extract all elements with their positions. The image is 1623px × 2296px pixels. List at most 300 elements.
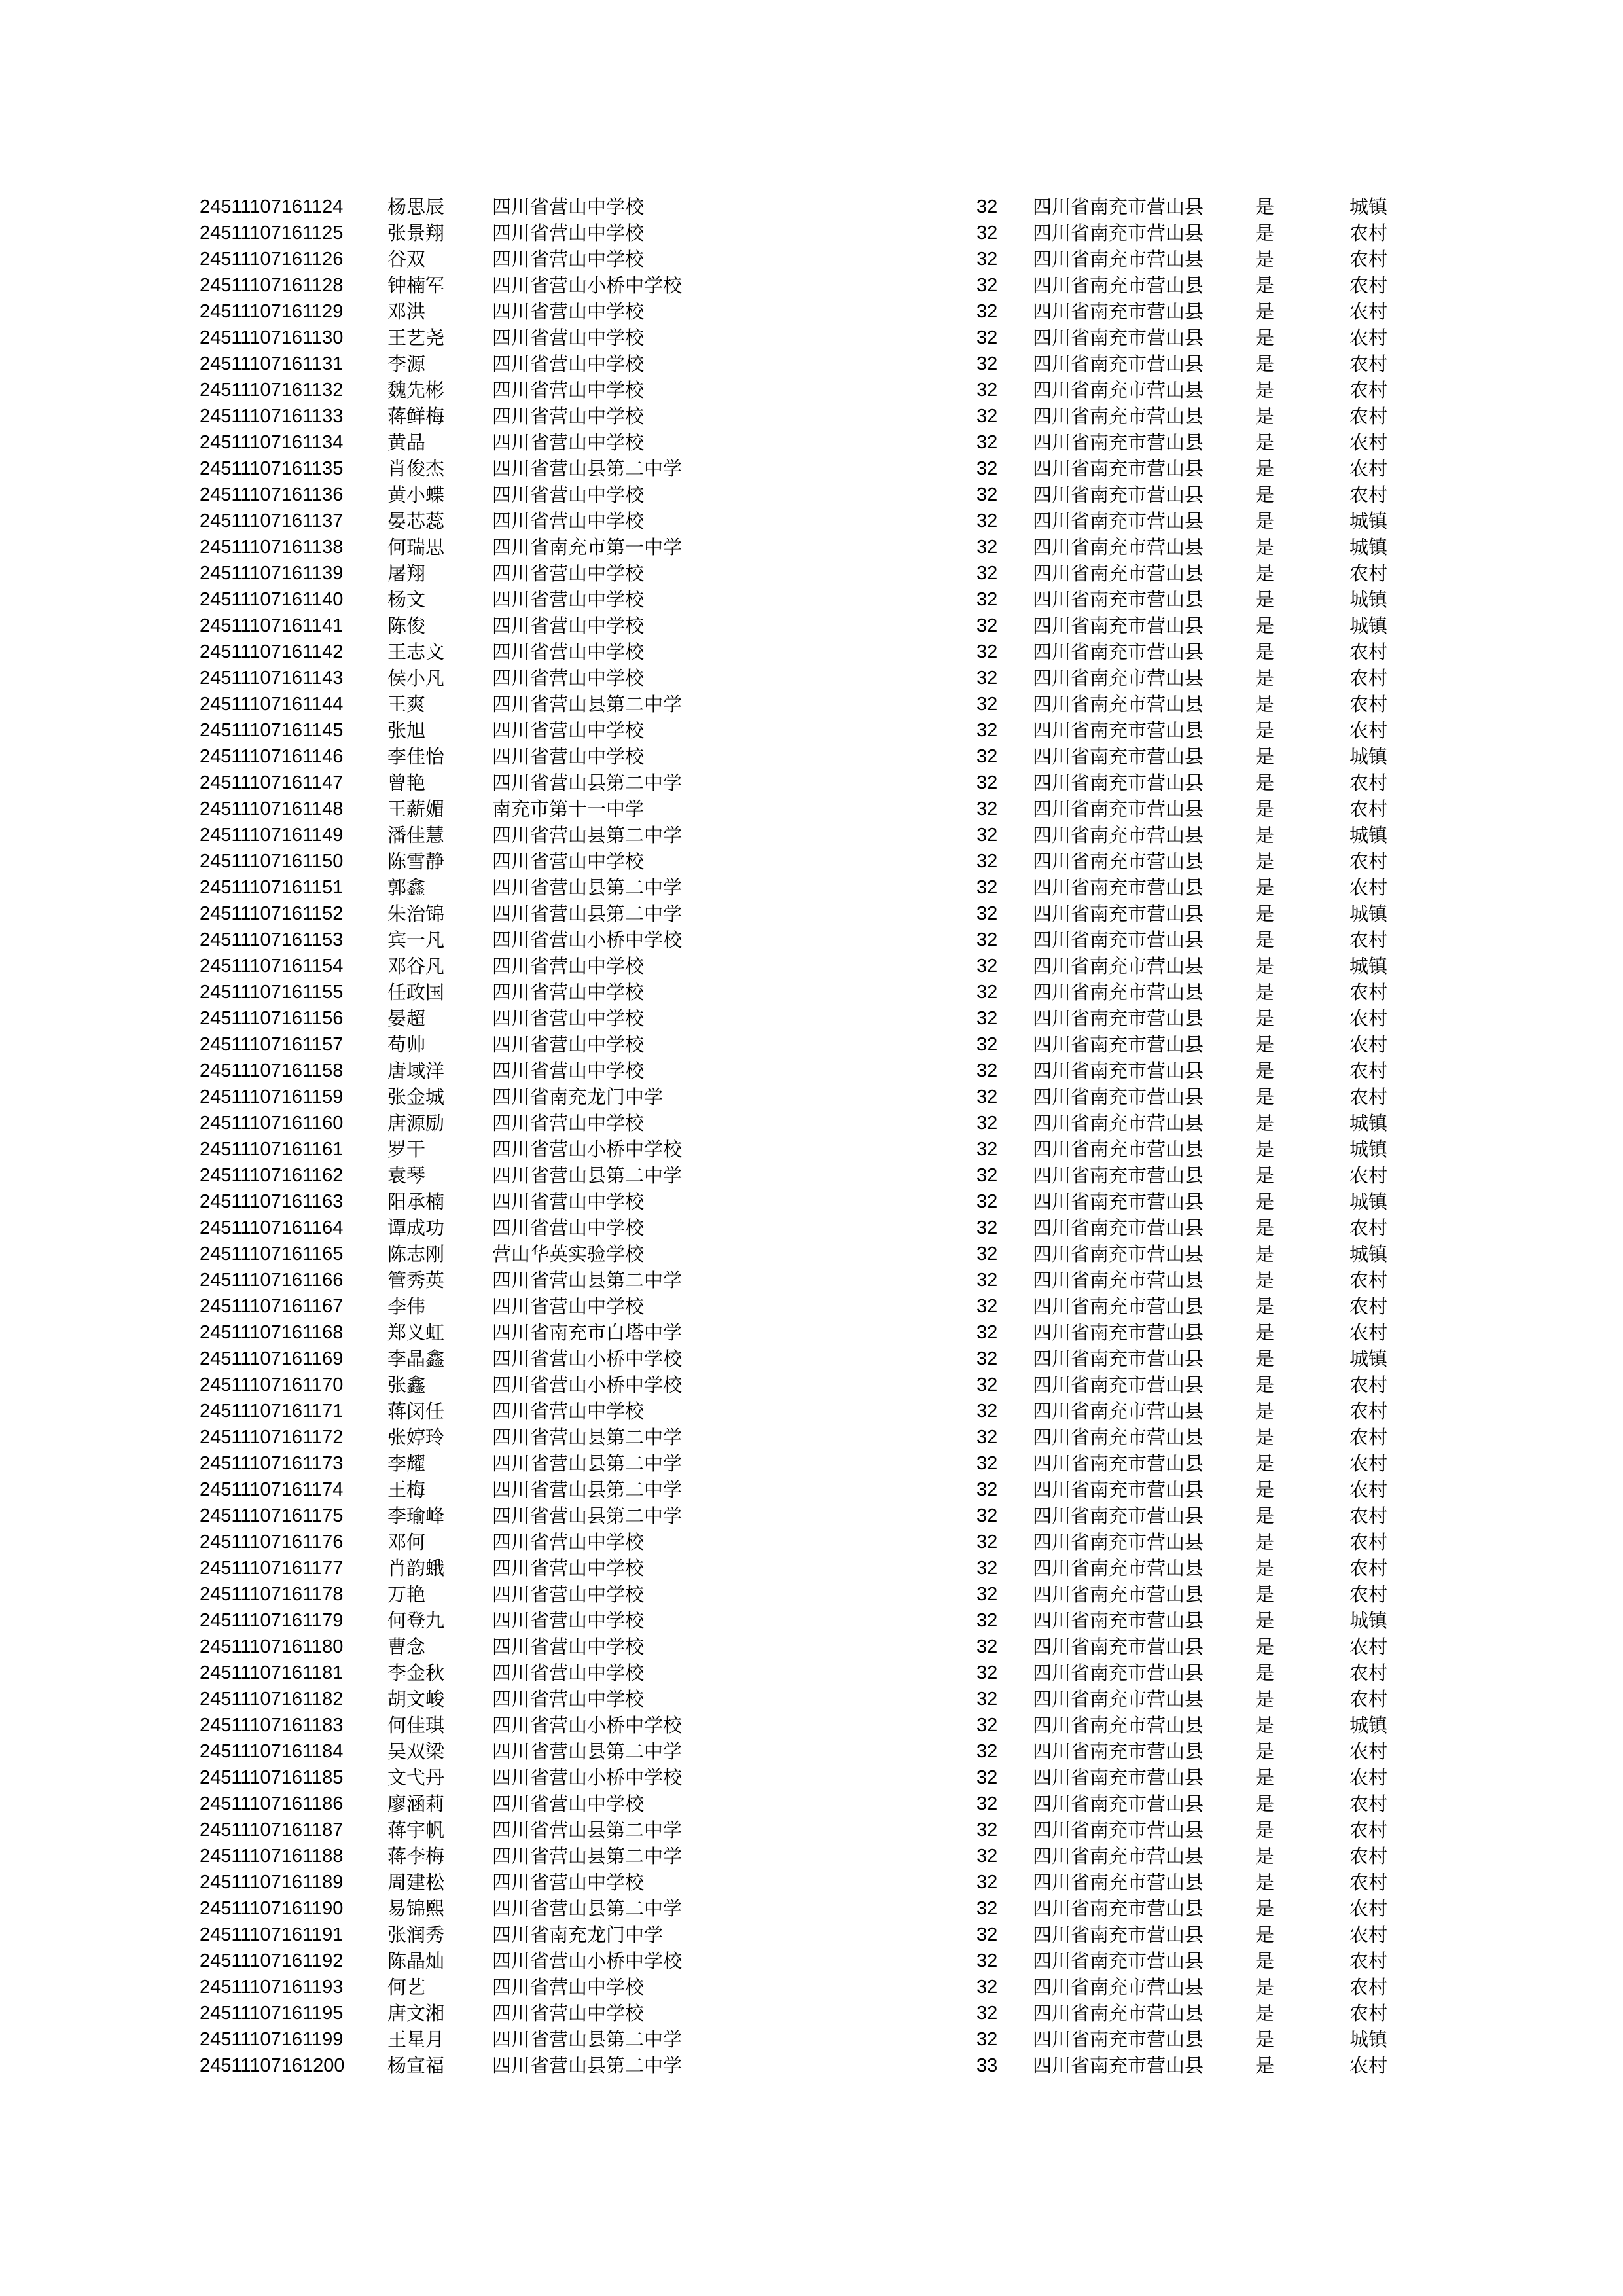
code-cell: 32 <box>976 1113 998 1134</box>
code-cell: 32 <box>976 798 998 819</box>
region-cell: 四川省南充市营山县 <box>1033 1452 1204 1475</box>
table-row <box>0 691 1623 717</box>
student-id-cell: 24511107161135 <box>200 458 344 479</box>
residence-type-cell: 农村 <box>1349 1060 1388 1082</box>
flag-cell: 是 <box>1255 1374 1275 1396</box>
flag-cell: 是 <box>1255 1793 1275 1815</box>
student-id-cell: 24511107161130 <box>200 327 344 348</box>
code-cell: 32 <box>976 929 998 950</box>
residence-type-cell: 农村 <box>1349 1688 1388 1710</box>
student-id-cell: 24511107161134 <box>200 432 344 453</box>
residence-type-cell: 城镇 <box>1349 1138 1388 1160</box>
student-id-cell: 24511107161180 <box>200 1636 344 1657</box>
flag-cell: 是 <box>1255 588 1275 611</box>
region-cell: 四川省南充市营山县 <box>1033 903 1204 925</box>
code-cell: 32 <box>976 1558 998 1579</box>
flag-cell: 是 <box>1255 903 1275 925</box>
residence-type-cell: 城镇 <box>1349 510 1388 532</box>
student-name-cell: 蒋鲜梅 <box>387 405 445 427</box>
flag-cell: 是 <box>1255 719 1275 742</box>
school-cell: 四川省营山县第二中学 <box>492 772 683 794</box>
table-row <box>0 1136 1623 1162</box>
table-row <box>0 1031 1623 1058</box>
code-cell: 32 <box>976 1924 998 1945</box>
student-id-cell: 24511107161186 <box>200 1793 344 1814</box>
region-cell: 四川省南充市营山县 <box>1033 300 1204 323</box>
code-cell: 32 <box>976 458 998 479</box>
table-row <box>0 1503 1623 1529</box>
table-row <box>0 508 1623 534</box>
table-row <box>0 1241 1623 1267</box>
residence-type-cell: 城镇 <box>1349 536 1388 558</box>
flag-cell: 是 <box>1255 615 1275 637</box>
table-row <box>0 770 1623 796</box>
student-id-cell: 24511107161164 <box>200 1217 344 1238</box>
residence-type-cell: 城镇 <box>1349 1348 1388 1370</box>
student-name-cell: 管秀英 <box>387 1269 445 1291</box>
flag-cell: 是 <box>1255 248 1275 270</box>
residence-type-cell: 城镇 <box>1349 824 1388 846</box>
school-cell: 四川省营山中学校 <box>492 1793 645 1815</box>
region-cell: 四川省南充市营山县 <box>1033 588 1204 611</box>
region-cell: 四川省南充市营山县 <box>1033 615 1204 637</box>
flag-cell: 是 <box>1255 1112 1275 1134</box>
student-id-cell: 24511107161151 <box>200 877 344 898</box>
flag-cell: 是 <box>1255 1348 1275 1370</box>
flag-cell: 是 <box>1255 1688 1275 1710</box>
school-cell: 四川省南充龙门中学 <box>492 1086 664 1108</box>
table-row <box>0 1398 1623 1424</box>
flag-cell: 是 <box>1255 1191 1275 1213</box>
student-id-cell: 24511107161158 <box>200 1060 344 1081</box>
code-cell: 32 <box>976 1086 998 1107</box>
residence-type-cell: 城镇 <box>1349 1609 1388 1632</box>
student-name-cell: 李瑜峰 <box>387 1505 445 1527</box>
residence-type-cell: 农村 <box>1349 1976 1388 1998</box>
region-cell: 四川省南充市营山县 <box>1033 1740 1204 1763</box>
table-row <box>0 1686 1623 1712</box>
student-name-cell: 张婷玲 <box>387 1426 445 1448</box>
student-name-cell: 李晶鑫 <box>387 1348 445 1370</box>
school-cell: 四川省营山中学校 <box>492 1688 645 1710</box>
flag-cell: 是 <box>1255 1819 1275 1841</box>
student-id-cell: 24511107161133 <box>200 406 344 427</box>
residence-type-cell: 农村 <box>1349 1767 1388 1789</box>
flag-cell: 是 <box>1255 1007 1275 1030</box>
table-row <box>0 377 1623 403</box>
region-cell: 四川省南充市营山县 <box>1033 1583 1204 1605</box>
student-name-cell: 陈俊 <box>387 615 426 637</box>
residence-type-cell: 农村 <box>1349 772 1388 794</box>
table-row <box>0 1529 1623 1555</box>
flag-cell: 是 <box>1255 327 1275 349</box>
residence-type-cell: 农村 <box>1349 1740 1388 1763</box>
school-cell: 四川省营山中学校 <box>492 1636 645 1658</box>
student-name-cell: 胡文峻 <box>387 1688 445 1710</box>
school-cell: 四川省营山中学校 <box>492 955 645 977</box>
student-id-cell: 24511107161174 <box>200 1479 344 1500</box>
code-cell: 32 <box>976 2029 998 2050</box>
flag-cell: 是 <box>1255 379 1275 401</box>
flag-cell: 是 <box>1255 457 1275 480</box>
school-cell: 四川省营山中学校 <box>492 615 645 637</box>
student-id-cell: 24511107161175 <box>200 1505 344 1526</box>
school-cell: 四川省营山中学校 <box>492 1295 645 1318</box>
region-cell: 四川省南充市营山县 <box>1033 1531 1204 1553</box>
student-id-cell: 24511107161163 <box>200 1191 344 1212</box>
student-id-cell: 24511107161132 <box>200 380 344 401</box>
region-cell: 四川省南充市营山县 <box>1033 981 1204 1003</box>
flag-cell: 是 <box>1255 824 1275 846</box>
table-row <box>0 927 1623 953</box>
student-name-cell: 文弋丹 <box>387 1767 445 1789</box>
code-cell: 32 <box>976 563 998 584</box>
code-cell: 32 <box>976 982 998 1003</box>
code-cell: 32 <box>976 903 998 924</box>
residence-type-cell: 农村 <box>1349 2002 1388 2024</box>
residence-type-cell: 城镇 <box>1349 615 1388 637</box>
residence-type-cell: 城镇 <box>1349 588 1388 611</box>
student-id-cell: 24511107161139 <box>200 563 344 584</box>
table-row <box>0 1791 1623 1817</box>
residence-type-cell: 农村 <box>1349 353 1388 375</box>
student-name-cell: 宾一凡 <box>387 929 445 951</box>
region-cell: 四川省南充市营山县 <box>1033 1662 1204 1684</box>
code-cell: 32 <box>976 432 998 453</box>
student-name-cell: 杨文 <box>387 588 426 611</box>
flag-cell: 是 <box>1255 1295 1275 1318</box>
region-cell: 四川省南充市营山县 <box>1033 641 1204 663</box>
table-row <box>0 639 1623 665</box>
school-cell: 四川省营山县第二中学 <box>492 1479 683 1501</box>
residence-type-cell: 农村 <box>1349 1269 1388 1291</box>
student-id-cell: 24511107161161 <box>200 1139 344 1160</box>
region-cell: 四川省南充市营山县 <box>1033 562 1204 584</box>
student-name-cell: 魏先彬 <box>387 379 445 401</box>
table-row <box>0 1948 1623 1974</box>
code-cell: 32 <box>976 1034 998 1055</box>
school-cell: 四川省营山中学校 <box>492 484 645 506</box>
residence-type-cell: 城镇 <box>1349 2028 1388 2051</box>
student-name-cell: 黄晶 <box>387 431 426 454</box>
table-row <box>0 1634 1623 1660</box>
student-id-cell: 24511107161140 <box>200 589 344 610</box>
region-cell: 四川省南充市营山县 <box>1033 1976 1204 1998</box>
student-id-cell: 24511107161152 <box>200 903 344 924</box>
table-row <box>0 403 1623 429</box>
school-cell: 四川省营山县第二中学 <box>492 1426 683 1448</box>
code-cell: 32 <box>976 1322 998 1343</box>
code-cell: 32 <box>976 1846 998 1867</box>
student-id-cell: 24511107161137 <box>200 511 344 531</box>
code-cell: 32 <box>976 772 998 793</box>
code-cell: 32 <box>976 196 998 217</box>
code-cell: 32 <box>976 537 998 558</box>
table-row <box>0 979 1623 1005</box>
table-row <box>0 848 1623 874</box>
student-id-cell: 24511107161144 <box>200 694 344 715</box>
code-cell: 32 <box>976 1374 998 1395</box>
school-cell: 四川省营山中学校 <box>492 431 645 454</box>
code-cell: 32 <box>976 249 998 270</box>
residence-type-cell: 农村 <box>1349 1164 1388 1187</box>
code-cell: 32 <box>976 1715 998 1736</box>
residence-type-cell: 农村 <box>1349 484 1388 506</box>
school-cell: 四川省南充市白塔中学 <box>492 1321 683 1344</box>
school-cell: 四川省营山中学校 <box>492 1400 645 1422</box>
table-row <box>0 1895 1623 1922</box>
school-cell: 四川省营山县第二中学 <box>492 1897 683 1920</box>
region-cell: 四川省南充市营山县 <box>1033 667 1204 689</box>
flag-cell: 是 <box>1255 798 1275 820</box>
residence-type-cell: 农村 <box>1349 798 1388 820</box>
code-cell: 32 <box>976 1217 998 1238</box>
region-cell: 四川省南充市营山县 <box>1033 719 1204 742</box>
flag-cell: 是 <box>1255 2054 1275 2077</box>
student-id-cell: 24511107161176 <box>200 1532 344 1552</box>
table-row <box>0 1189 1623 1215</box>
region-cell: 四川省南充市营山县 <box>1033 1269 1204 1291</box>
region-cell: 四川省南充市营山县 <box>1033 222 1204 244</box>
code-cell: 32 <box>976 1244 998 1265</box>
flag-cell: 是 <box>1255 1217 1275 1239</box>
flag-cell: 是 <box>1255 353 1275 375</box>
student-id-cell: 24511107161187 <box>200 1820 344 1840</box>
student-id-cell: 24511107161192 <box>200 1950 344 1971</box>
student-name-cell: 李金秋 <box>387 1662 445 1684</box>
student-id-cell: 24511107161184 <box>200 1741 344 1762</box>
code-cell: 32 <box>976 746 998 767</box>
school-cell: 四川省营山中学校 <box>492 353 645 375</box>
student-id-cell: 24511107161126 <box>200 249 344 270</box>
table-row <box>0 874 1623 901</box>
student-id-cell: 24511107161145 <box>200 720 344 741</box>
code-cell: 32 <box>976 327 998 348</box>
table-row <box>0 534 1623 560</box>
student-id-cell: 24511107161185 <box>200 1767 344 1788</box>
student-id-cell: 24511107161155 <box>200 982 344 1003</box>
residence-type-cell: 城镇 <box>1349 955 1388 977</box>
student-name-cell: 杨宣福 <box>387 2054 445 2077</box>
student-name-cell: 何艺 <box>387 1976 426 1998</box>
code-cell: 32 <box>976 1505 998 1526</box>
region-cell: 四川省南充市营山县 <box>1033 798 1204 820</box>
residence-type-cell: 城镇 <box>1349 196 1388 218</box>
school-cell: 四川省南充市第一中学 <box>492 536 683 558</box>
table-row <box>0 272 1623 298</box>
residence-type-cell: 农村 <box>1349 562 1388 584</box>
school-cell: 四川省营山中学校 <box>492 222 645 244</box>
code-cell: 32 <box>976 2003 998 2024</box>
code-cell: 32 <box>976 615 998 636</box>
student-name-cell: 张润秀 <box>387 1924 445 1946</box>
school-cell: 四川省营山县第二中学 <box>492 1164 683 1187</box>
student-name-cell: 罗干 <box>387 1138 426 1160</box>
student-id-cell: 24511107161168 <box>200 1322 344 1343</box>
residence-type-cell: 农村 <box>1349 1636 1388 1658</box>
flag-cell: 是 <box>1255 1583 1275 1605</box>
student-name-cell: 邓谷凡 <box>387 955 445 977</box>
region-cell: 四川省南充市营山县 <box>1033 693 1204 715</box>
residence-type-cell: 农村 <box>1349 1662 1388 1684</box>
flag-cell: 是 <box>1255 562 1275 584</box>
student-name-cell: 蒋宇帆 <box>387 1819 445 1841</box>
student-name-cell: 王薪媚 <box>387 798 445 820</box>
flag-cell: 是 <box>1255 1321 1275 1344</box>
residence-type-cell: 农村 <box>1349 1583 1388 1605</box>
school-cell: 四川省营山中学校 <box>492 1662 645 1684</box>
residence-type-cell: 城镇 <box>1349 1191 1388 1213</box>
flag-cell: 是 <box>1255 1164 1275 1187</box>
student-id-cell: 24511107161188 <box>200 1846 344 1867</box>
table-row <box>0 429 1623 456</box>
region-cell: 四川省南充市营山县 <box>1033 1348 1204 1370</box>
code-cell: 32 <box>976 694 998 715</box>
code-cell: 32 <box>976 1191 998 1212</box>
code-cell: 32 <box>976 1977 998 1998</box>
student-id-cell: 24511107161124 <box>200 196 344 217</box>
table-row <box>0 2026 1623 2053</box>
table-row <box>0 1712 1623 1738</box>
code-cell: 32 <box>976 1270 998 1291</box>
table-row <box>0 1005 1623 1031</box>
student-name-cell: 吴双梁 <box>387 1740 445 1763</box>
student-id-cell: 24511107161159 <box>200 1086 344 1107</box>
school-cell: 四川省营山中学校 <box>492 641 645 663</box>
table-row <box>0 1346 1623 1372</box>
flag-cell: 是 <box>1255 1400 1275 1422</box>
region-cell: 四川省南充市营山县 <box>1033 1400 1204 1422</box>
student-name-cell: 陈晶灿 <box>387 1950 445 1972</box>
school-cell: 四川省营山小桥中学校 <box>492 274 683 296</box>
residence-type-cell: 农村 <box>1349 1479 1388 1501</box>
table-row <box>0 1084 1623 1110</box>
residence-type-cell: 农村 <box>1349 1897 1388 1920</box>
student-id-cell: 24511107161131 <box>200 353 344 374</box>
code-cell: 32 <box>976 1584 998 1605</box>
flag-cell: 是 <box>1255 929 1275 951</box>
residence-type-cell: 农村 <box>1349 693 1388 715</box>
student-id-cell: 24511107161183 <box>200 1715 344 1736</box>
school-cell: 四川省营山中学校 <box>492 745 645 768</box>
flag-cell: 是 <box>1255 955 1275 977</box>
student-id-cell: 24511107161156 <box>200 1008 344 1029</box>
code-cell: 32 <box>976 275 998 296</box>
flag-cell: 是 <box>1255 1740 1275 1763</box>
school-cell: 南充市第十一中学 <box>492 798 645 820</box>
student-name-cell: 曹念 <box>387 1636 426 1658</box>
code-cell: 32 <box>976 1453 998 1474</box>
student-id-cell: 24511107161193 <box>200 1977 344 1998</box>
table-row <box>0 1555 1623 1581</box>
flag-cell: 是 <box>1255 2002 1275 2024</box>
student-id-cell: 24511107161157 <box>200 1034 344 1055</box>
code-cell: 32 <box>976 1060 998 1081</box>
school-cell: 四川省营山中学校 <box>492 1583 645 1605</box>
table-row <box>0 1607 1623 1634</box>
residence-type-cell: 农村 <box>1349 1086 1388 1108</box>
flag-cell: 是 <box>1255 431 1275 454</box>
flag-cell: 是 <box>1255 196 1275 218</box>
school-cell: 四川省营山小桥中学校 <box>492 1138 683 1160</box>
table-row <box>0 351 1623 377</box>
region-cell: 四川省南充市营山县 <box>1033 1636 1204 1658</box>
student-name-cell: 邓洪 <box>387 300 426 323</box>
student-name-cell: 何登九 <box>387 1609 445 1632</box>
student-id-cell: 24511107161189 <box>200 1872 344 1893</box>
school-cell: 四川省营山小桥中学校 <box>492 929 683 951</box>
flag-cell: 是 <box>1255 1897 1275 1920</box>
school-cell: 四川省营山中学校 <box>492 248 645 270</box>
region-cell: 四川省南充市营山县 <box>1033 1112 1204 1134</box>
student-name-cell: 晏芯蕊 <box>387 510 445 532</box>
residence-type-cell: 城镇 <box>1349 1243 1388 1265</box>
code-cell: 32 <box>976 1401 998 1422</box>
school-cell: 四川省营山中学校 <box>492 719 645 742</box>
residence-type-cell: 农村 <box>1349 248 1388 270</box>
student-id-cell: 24511107161143 <box>200 668 344 689</box>
region-cell: 四川省南充市营山县 <box>1033 745 1204 768</box>
region-cell: 四川省南充市营山县 <box>1033 1950 1204 1972</box>
table-row <box>0 1477 1623 1503</box>
table-row <box>0 796 1623 822</box>
region-cell: 四川省南充市营山县 <box>1033 1217 1204 1239</box>
residence-type-cell: 城镇 <box>1349 1112 1388 1134</box>
region-cell: 四川省南充市营山县 <box>1033 1060 1204 1082</box>
flag-cell: 是 <box>1255 1452 1275 1475</box>
school-cell: 四川省营山县第二中学 <box>492 2054 683 2077</box>
student-name-cell: 张鑫 <box>387 1374 426 1396</box>
school-cell: 四川省营山中学校 <box>492 1871 645 1893</box>
region-cell: 四川省南充市营山县 <box>1033 353 1204 375</box>
region-cell: 四川省南充市营山县 <box>1033 1714 1204 1736</box>
table-row <box>0 822 1623 848</box>
school-cell: 四川省营山县第二中学 <box>492 1845 683 1867</box>
residence-type-cell: 城镇 <box>1349 1714 1388 1736</box>
student-id-cell: 24511107161148 <box>200 798 344 819</box>
student-name-cell: 陈雪静 <box>387 850 445 872</box>
region-cell: 四川省南充市营山县 <box>1033 1007 1204 1030</box>
code-cell: 32 <box>976 1427 998 1448</box>
code-cell: 32 <box>976 877 998 898</box>
student-id-cell: 24511107161173 <box>200 1453 344 1474</box>
student-name-cell: 何瑞思 <box>387 536 445 558</box>
table-row <box>0 1765 1623 1791</box>
flag-cell: 是 <box>1255 1033 1275 1056</box>
school-cell: 四川省营山中学校 <box>492 1060 645 1082</box>
region-cell: 四川省南充市营山县 <box>1033 1295 1204 1318</box>
region-cell: 四川省南充市营山县 <box>1033 1819 1204 1841</box>
table-row <box>0 1058 1623 1084</box>
school-cell: 营山华英实验学校 <box>492 1243 645 1265</box>
region-cell: 四川省南充市营山县 <box>1033 2054 1204 2077</box>
residence-type-cell: 城镇 <box>1349 745 1388 768</box>
residence-type-cell: 农村 <box>1349 667 1388 689</box>
student-id-cell: 24511107161150 <box>200 851 344 872</box>
table-row <box>0 1319 1623 1346</box>
student-id-cell: 24511107161182 <box>200 1689 344 1710</box>
student-name-cell: 杨思辰 <box>387 196 445 218</box>
flag-cell: 是 <box>1255 1767 1275 1789</box>
code-cell: 32 <box>976 406 998 427</box>
flag-cell: 是 <box>1255 536 1275 558</box>
student-name-cell: 唐域洋 <box>387 1060 445 1082</box>
flag-cell: 是 <box>1255 1950 1275 1972</box>
flag-cell: 是 <box>1255 510 1275 532</box>
school-cell: 四川省营山县第二中学 <box>492 2028 683 2051</box>
school-cell: 四川省营山县第二中学 <box>492 1269 683 1291</box>
student-name-cell: 李耀 <box>387 1452 426 1475</box>
